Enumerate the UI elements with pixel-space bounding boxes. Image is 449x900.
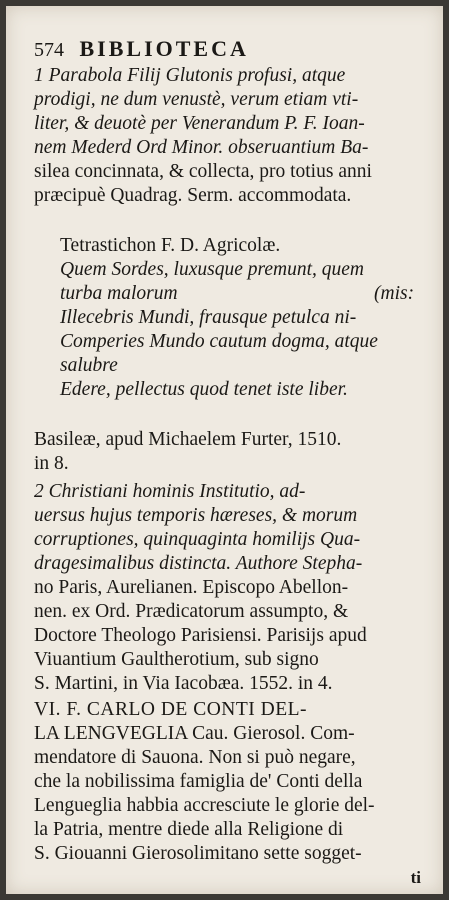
text-line: LA LENGVEGLIA Cau. Gierosol. Com- — [34, 723, 355, 744]
poem-heading: Tetrastichon F. D. Agricolæ. — [60, 235, 281, 256]
poem-line: salubre — [60, 355, 118, 376]
text-line: prodigi, ne dum venustè, verum etiam vti- — [34, 89, 359, 110]
text-line: mendatore di Sauona. Non si può negare, — [34, 747, 356, 768]
text-line: corruptiones, quinquaginta homilijs Qua- — [34, 529, 361, 550]
text-line: silea concinnata, & collecta, pro totius anni — [34, 161, 372, 182]
text-line: S. Giouanni Gierosolimitano sette sogget- — [34, 843, 362, 864]
text-line: 2 Christiani hominis Institutio, ad- — [34, 481, 306, 502]
text-line: no Paris, Aurelianen. Episcopo Abellon- — [34, 577, 349, 598]
poem-line: Illecebris Mundi, frausque petulca ni- — [60, 307, 357, 328]
text-line: la Patria, mentre diede alla Religione di — [34, 819, 344, 840]
poem-line: Edere, pellectus quod tenet iste liber. — [60, 379, 348, 400]
text-line: uersus hujus temporis hæreses, & morum — [34, 505, 358, 526]
text-line: Lengueglia habbia accresciute le glorie del- — [34, 795, 375, 816]
text-line: in 8. — [34, 453, 69, 474]
text-line: nem Mederd Ord Minor. obseruantium Ba- — [34, 137, 369, 158]
text-line: nen. ex Ord. Prædicatorum assumpto, & — [34, 601, 349, 622]
text-line: Viuantium Gaultherotium, sub signo — [34, 649, 319, 670]
page-number: 574 — [34, 39, 64, 61]
poem-line: Comperies Mundo cautum dogma, atque — [60, 331, 378, 352]
text-line: præcipuè Quadrag. Serm. accommodata. — [34, 185, 352, 206]
text-line: liter, & deuotè per Venerandum P. F. Ioan- — [34, 113, 365, 134]
running-title: BIBLIOTECA — [79, 36, 249, 61]
page-header — [34, 36, 434, 63]
text-line: che la nobilissima famiglia de' Conti della — [34, 771, 363, 792]
text-line: dragesimalibus distincta. Authore Stepha- — [34, 553, 363, 574]
catchword: ti — [410, 868, 421, 887]
text-line: S. Martini, in Via Iacobæa. 1552. in 4. — [34, 673, 333, 694]
book-page — [6, 6, 443, 894]
text-line: Doctore Theologo Parisiensi. Parisijs apud — [34, 625, 367, 646]
section-heading: VI. F. CARLO DE CONTI DEL- — [34, 699, 308, 720]
poem-line-turnover: (mis: — [374, 283, 415, 304]
text-line: 1 Parabola Filij Glutonis profusi, atque — [34, 65, 346, 86]
poem-line: turba malorum — [60, 283, 178, 304]
text-line: Basileæ, apud Michaelem Furter, 1510. — [34, 429, 342, 450]
poem-line: Quem Sordes, luxusque premunt, quem — [60, 259, 365, 280]
